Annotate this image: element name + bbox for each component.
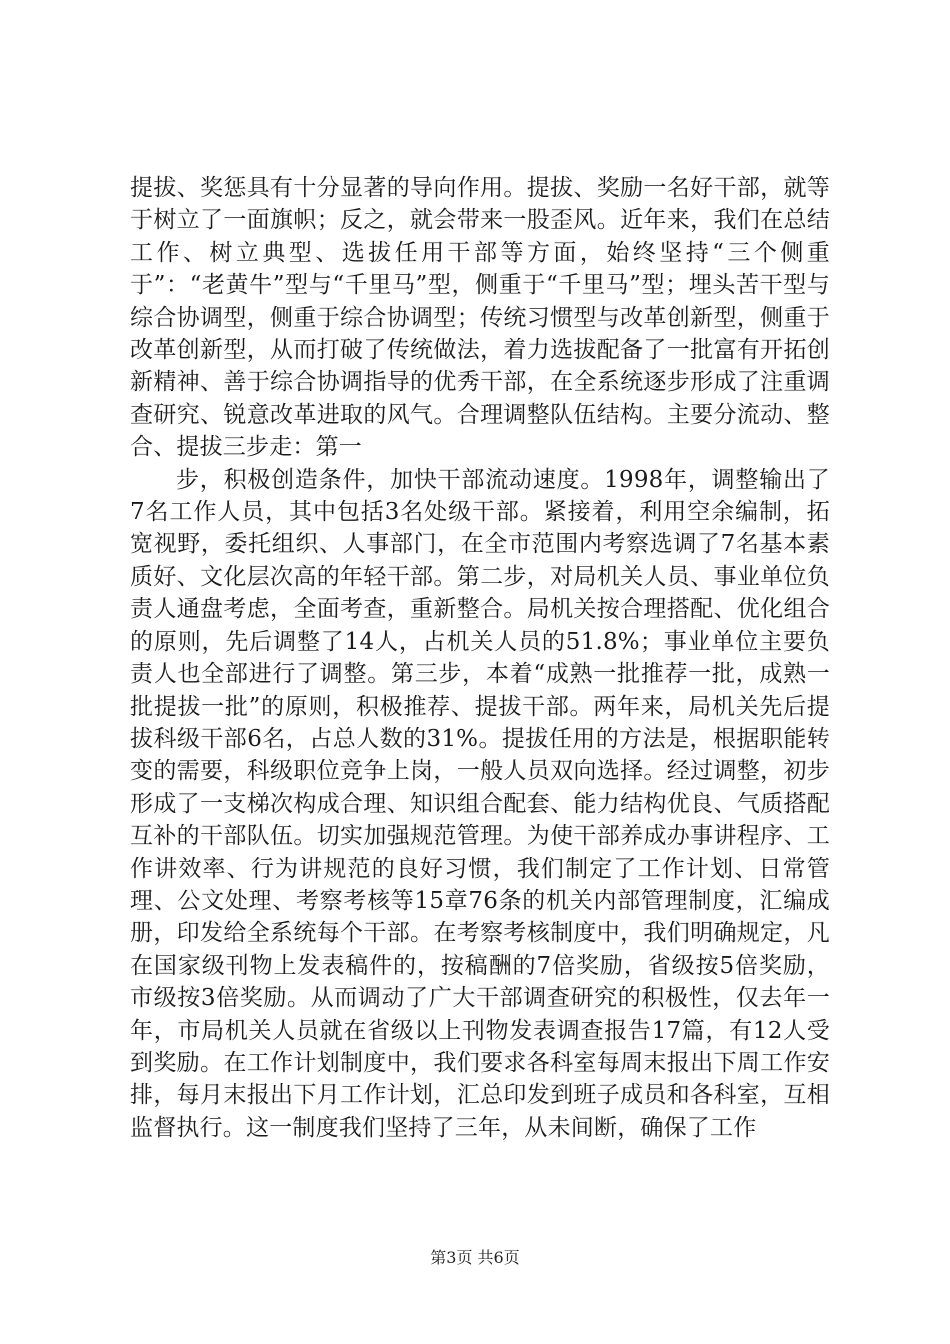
document-body — [130, 172, 830, 1144]
page-number-footer: 第3页 共6页 — [430, 1248, 520, 1267]
paragraph-2: 步，积极创造条件，加快干部流动速度。1998年，调整输出了7名工作人员，其中包括3名处级干部。紧接着，利用空余编制，拓宽视野，委托组织、人事部门，在全市范围内考察选调了7名基本素质好、文化层次高的年轻干部。第二步，对局机关人员、事业单位负责人通盘考虑，全面考查，重新整合。局机关按合理搭配、优化组合的原则，先后调整了14人，占机关人员的51.8%；事业单位主要负责人也全部进行了调整。第三步，本着“成熟一批推荐一批，成熟一批提拔一批”的原则，积极推荐、提拔干部。两年来，局机关先后提拔科级干部6名，占总人数的31%。提拔任用的方法是，根据职能转变的需要，科级职位竞争上岗，一般人员双向选择。经过调整，初步形成了一支梯次构成合理、知识组合配套、能力结构优良、气质搭配互补的干部队伍。切实加强规范管理。为使干部养成办事讲程序、工作讲效率、行为讲规范的良好习惯，我们制定了工作计划、日常管理、公文处理、考察考核等15章76条的机关内部管理制度，汇编成册，印发给全系统每个干部。在考察考核制度中，我们明确规定，凡在国家级刊物上发表稿件的，按稿酬的7倍奖励，省级按5倍奖励，市级按3倍奖励。从而调动了广大干部调查研究的积极性，仅去年一年，市局机关人员就在省级以上刊物发表调查报告17篇，有12人受到奖励。在工作计划制度中，我们要求各科室每周末报出下周工作安排，每月末报出下月工作计划，汇总印发到班子成员和各科室，互相监督执行。这一制度我们坚持了三年，从未间断，确保了工作 — [130, 466, 830, 1141]
paragraph-1: 提拔、奖惩具有十分显著的导向作用。提拔、奖励一名好干部，就等于树立了一面旗帜；反之，就会带来一股歪风。近年来，我们在总结工作、树立典型、选拔任用干部等方面，始终坚持“三个侧重于”：“老黄牛”型与“千里马”型，侧重于“千里马”型；埋头苦干型与综合协调型，侧重于综合协调型；传统习惯型与改革创新型，侧重于改革创新型，从而打破了传统做法，着力选拔配备了一批富有开拓创新精神、善于综合协调指导的优秀干部，在全系统逐步形成了注重调查研究、锐意改革进取的风气。合理调整队伍结构。主要分流动、整合、提拔三步走：第一 — [130, 175, 830, 461]
